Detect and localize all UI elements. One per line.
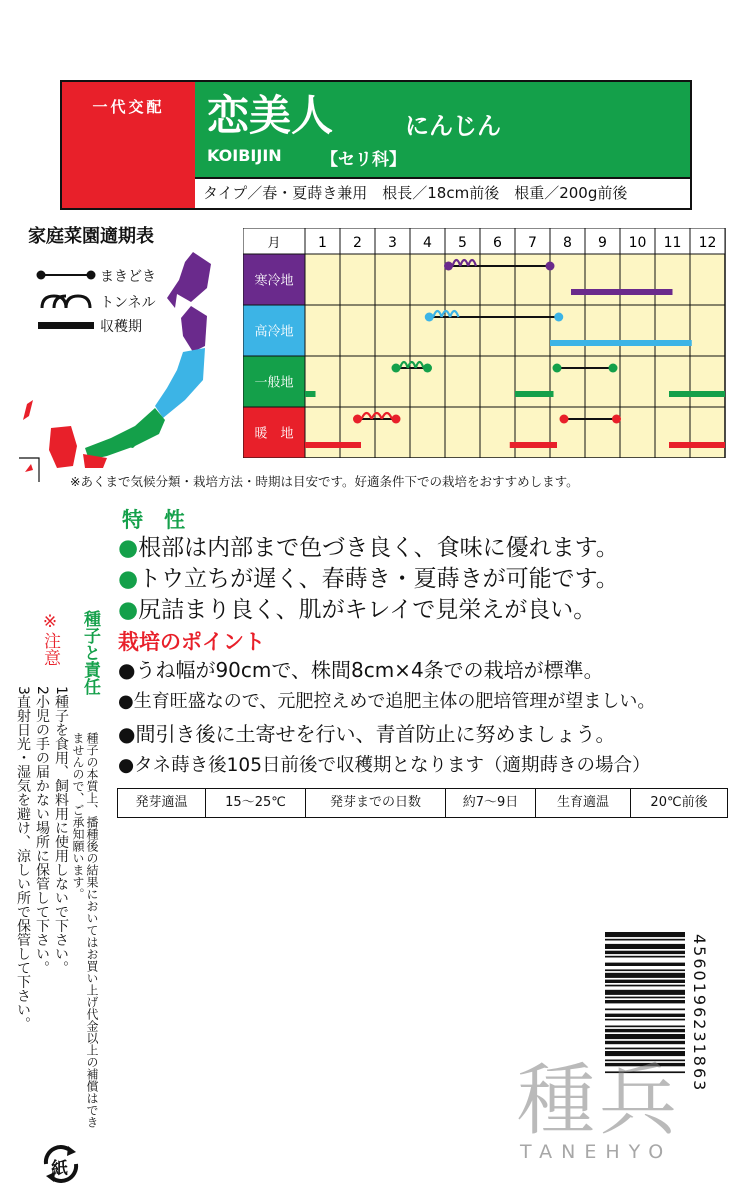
region-label: 一般地 (254, 375, 294, 391)
responsibility-title: 種子と責任 (80, 610, 100, 695)
barcode-bar (605, 969, 685, 971)
map-warm-region (25, 464, 33, 472)
caution-item-3: 3直射日光・湿気を避け、涼しい所で保管して下さい。 (15, 686, 31, 1031)
barcode-bar (605, 951, 685, 954)
header-info-bar (195, 177, 690, 208)
sowing-dot (353, 415, 362, 424)
hybrid-badge: 一代交配 (92, 98, 165, 116)
region-label: 暖 地 (254, 426, 294, 442)
month-label: 4 (423, 235, 432, 251)
sowing-dot (392, 415, 401, 424)
barcode-bar (605, 1009, 685, 1011)
sowing-dot (553, 364, 562, 373)
feature-item: ●根部は内部まで色づき良く、食味に優れます。 (118, 535, 619, 561)
harvest-bar (669, 442, 725, 448)
cond-label-germ-temp: 発芽適温 (118, 789, 206, 817)
cond-value-germ-days: 約7～9日 (446, 789, 536, 817)
map-general-region (85, 408, 165, 460)
month-label: 7 (528, 235, 537, 251)
harvest-bar (305, 442, 361, 448)
legend-label-harvest: 収穫期 (100, 319, 142, 335)
spec-line: タイプ／春・夏蒔き兼用 根長／18cm前後 根重／200g前後 (203, 184, 628, 202)
month-label: 6 (493, 235, 502, 251)
green-bullet-icon: ● (118, 597, 139, 623)
barcode-bar (605, 980, 685, 983)
calendar-note: ※あくまで気候分類・栽培方法・時期は目安です。好適条件下での栽培をおすすめします。 (70, 474, 579, 489)
cond-label-germ-days: 発芽までの日数 (306, 789, 446, 817)
black-bullet-icon: ● (118, 691, 134, 712)
month-label: 2 (353, 235, 362, 251)
month-label: 9 (598, 235, 607, 251)
cond-value-germ-temp: 15～25℃ (206, 789, 306, 817)
month-label: 8 (563, 235, 572, 251)
map-cold-region (181, 306, 207, 352)
barcode-bar (605, 985, 685, 987)
sowing-dot (612, 415, 621, 424)
points-heading: 栽培のポイント (118, 630, 265, 654)
point-item: ●間引き後に土寄せを行い、青首防止に努めましょう。 (118, 722, 616, 746)
brand-roman: TANEHYO (520, 1141, 673, 1163)
barcode-bar (605, 932, 685, 937)
barcode-bar (605, 963, 685, 966)
map-highland-region (155, 348, 205, 418)
month-label: 10 (628, 235, 647, 251)
barcode-bar (605, 990, 685, 995)
harvest-bar (510, 442, 557, 448)
map-warm-region (23, 400, 33, 420)
barcode-bar (605, 997, 685, 999)
cond-value-grow-temp: 20℃前後 (650, 795, 708, 810)
brand-kanji: 種兵 (517, 1056, 682, 1146)
barcode-bar (605, 1019, 685, 1021)
calendar-title: 家庭菜園適期表 (28, 226, 154, 247)
barcode-number: 4560196231863 (690, 934, 709, 1093)
region-label: 高冷地 (254, 324, 294, 340)
barcode-bar (605, 956, 685, 958)
legend-label-tunnel: トンネル (100, 295, 156, 311)
points-list (118, 654, 655, 782)
sowing-dot (423, 364, 432, 373)
black-bullet-icon: ● (118, 722, 136, 746)
point-item: ●生育旺盛なので、元肥控えめで追肥主体の肥培管理が望ましい。 (118, 691, 656, 712)
harvest-bar (305, 391, 316, 397)
month-label: 3 (388, 235, 397, 251)
caution-title: ※注意 (40, 612, 60, 666)
header-badge-panel (62, 82, 195, 208)
point-item: ●うね幅が90cmで、株間8cm×4条での栽培が標準。 (118, 658, 604, 682)
features-heading: 特 性 (122, 508, 185, 532)
harvest-bar (669, 391, 725, 397)
region-label: 寒冷地 (254, 273, 294, 289)
barcode-bar (605, 1026, 685, 1028)
month-label: 1 (318, 235, 327, 251)
germination-conditions-table (117, 788, 728, 818)
responsibility-text: 種子の本質上、播種後の結果においてはお買い上げ代金以上の補償はできませんので、ご承知願います。 (71, 732, 99, 1128)
japan-climate-map (15, 250, 215, 490)
green-bullet-icon: ● (118, 535, 139, 561)
paper-recycle-icon (38, 1142, 84, 1186)
vegetable-kind: にんじん (405, 112, 501, 140)
sowing-dot (444, 262, 453, 271)
calendar-corner-label: 月 (267, 236, 281, 251)
barcode-bar (605, 1000, 685, 1003)
point-item: ●タネ蒔き後105日前後で収穫期となります（適期蒔きの場合） (118, 755, 651, 776)
barcode-bar (605, 1029, 685, 1032)
month-label: 12 (698, 235, 717, 251)
header-title-panel (195, 82, 690, 177)
cond-label-grow-temp: 生育適温 (536, 789, 631, 817)
sowing-dot (554, 313, 563, 322)
barcode-bar (605, 939, 685, 941)
map-warm-region (49, 426, 77, 468)
features-list (118, 533, 619, 626)
caution-item-2: 2小児の手の届かない場所に保管して下さい。 (34, 686, 50, 975)
recycle-label: 紙 (51, 1159, 68, 1179)
calendar-header-row (243, 228, 725, 254)
barcode-bar (605, 1014, 685, 1017)
map-cold-region (167, 252, 211, 308)
caution-item-1: 1種子を食用、飼料用に使用しないで下さい。 (53, 686, 69, 975)
planting-calendar (243, 228, 728, 458)
black-bullet-icon: ● (118, 755, 135, 776)
plant-family: 【セリ科】 (321, 150, 406, 170)
green-bullet-icon: ● (118, 566, 139, 592)
barcode-bar (605, 973, 685, 978)
month-label: 11 (663, 235, 682, 251)
sowing-dot (546, 262, 555, 271)
feature-item: ●尻詰まり良く、肌がキレイで見栄えが良い。 (118, 597, 597, 623)
harvest-bar (515, 391, 554, 397)
sowing-dot (392, 364, 401, 373)
month-label: 5 (458, 235, 467, 251)
sowing-dot (425, 313, 434, 322)
variety-romaji: KOIBIJIN (207, 146, 282, 165)
product-header (60, 80, 692, 210)
variety-name: 恋美人 (207, 91, 334, 140)
sowing-dot (609, 364, 618, 373)
barcode-bar (605, 944, 685, 949)
legend-label-sowing: まきどき (100, 269, 156, 285)
sowing-dot (560, 415, 569, 424)
black-bullet-icon: ● (118, 658, 136, 682)
harvest-bar (550, 340, 692, 346)
feature-item: ●トウ立ちが遅く、春蒔き・夏蒔きが可能です。 (118, 566, 619, 592)
harvest-bar (571, 289, 673, 295)
